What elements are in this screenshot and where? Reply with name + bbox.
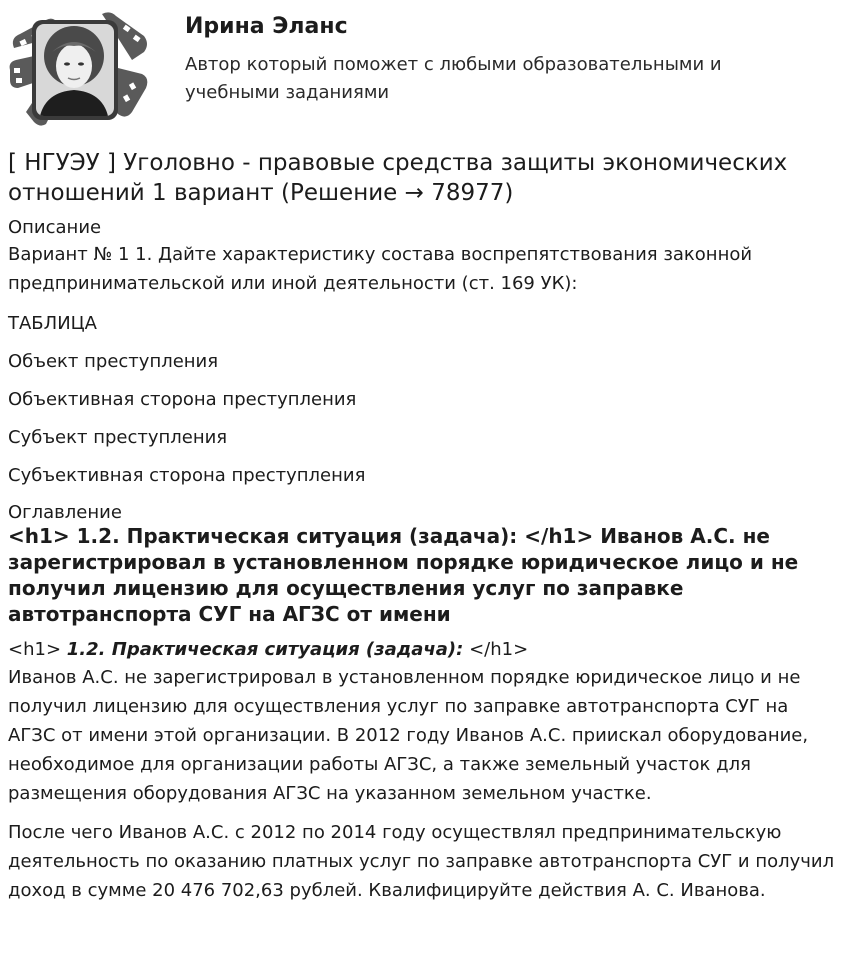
h1-close-tag: </h1>: [469, 639, 529, 660]
document-title: [ НГУЭУ ] Уголовно - правовые средства защиты экономических отношений 1 вариант (Решение → 78977): [8, 150, 788, 206]
document-content: [8, 148, 840, 905]
description-label: Описание: [8, 217, 102, 238]
author-name[interactable]: Ирина Эланс: [185, 14, 348, 39]
table-row-objective-side: Объективная сторона преступления: [8, 389, 357, 410]
task-paragraph-2: После чего Иванов А.С. с 2012 по 2014 году осуществлял предпринимательскую деятельность по оказанию платных услуг по заправке автотранспорта СУГ и получил доход в сумме 20 476 702,63 рублей. Квалифицируйте действия А. С. Иванова.: [8, 822, 835, 901]
author-header: [0, 0, 847, 135]
inline-h1-line: [8, 637, 840, 663]
table-row-object: Объект преступления: [8, 351, 219, 372]
table-row-subjective-side: Субъективная сторона преступления: [8, 465, 366, 486]
author-avatar[interactable]: [6, 8, 152, 128]
task-paragraph-1: Иванов А.С. не зарегистрировал в установленном порядке юридическое лицо и не получил лицензию для осуществления услуг по заправке автотранспорта СУГ на АГЗС от имени этой организации. В 2012 году Иванов А.С. приискал оборудование, необходимое для организации работы АГЗС, а также земельный участок для размещения оборудования АГЗС на указанном земельном участке.: [8, 667, 809, 804]
table-row-subject: Субъект преступления: [8, 427, 228, 448]
author-description: Автор который поможет с любыми образовательными и учебными заданиями: [185, 54, 722, 103]
table-label: ТАБЛИЦА: [8, 313, 97, 334]
h1-open-tag: <h1>: [8, 639, 62, 660]
description-text: Вариант № 1 1. Дайте характеристику состава воспрепятствования законной предпринимательской или иной деятельности (ст. 169 УК):: [8, 244, 753, 294]
toc-heading: <h1> 1.2. Практическая ситуация (задача): </h1> Иванов А.С. не зарегистрировал в установленном порядке юридическое лицо и не получил лицензию для осуществления услуг по заправке автотранспорта СУГ на АГЗС от имени: [8, 524, 799, 626]
toc-label: Оглавление: [8, 502, 122, 523]
h1-heading-text: 1.2. Практическая ситуация (задача):: [66, 639, 464, 660]
